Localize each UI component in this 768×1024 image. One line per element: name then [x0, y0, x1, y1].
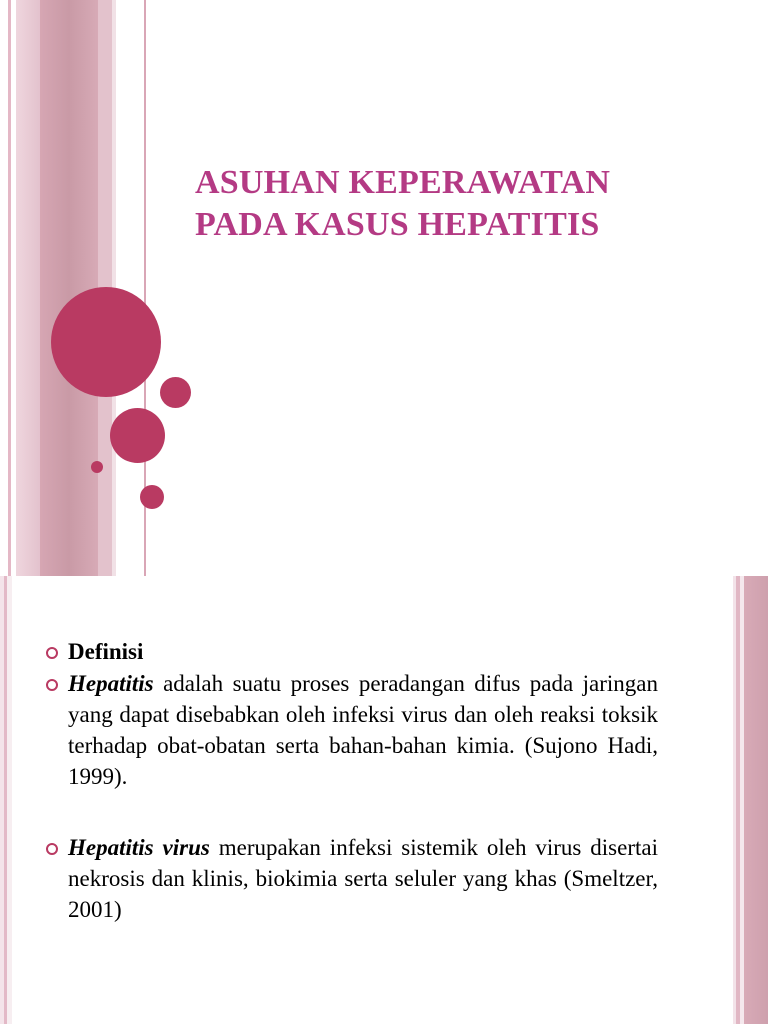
circle-bullet-icon — [46, 647, 58, 659]
decorative-stripe — [744, 576, 768, 1024]
decorative-stripe — [16, 0, 40, 576]
decorative-circle-small — [160, 377, 191, 408]
circle-bullet-icon — [46, 843, 58, 855]
bullet-item-definisi — [46, 636, 658, 667]
bullet-list — [46, 636, 658, 925]
bullet-item-hepatitis — [46, 668, 658, 792]
decorative-circle-small — [140, 485, 164, 509]
decorative-circle-large — [51, 287, 161, 397]
slide-title-line-2: PADA KASUS HEPATITIS — [195, 206, 600, 243]
decorative-stripe — [0, 0, 8, 576]
bullet-text: adalah suatu proses peradangan difus pada jaringan yang dapat disebabkan oleh infeksi virus dan oleh reaksi toksik terhadap obat-obatan serta bahan-bahan kimia. (Sujono Hadi, 1999). — [68, 671, 658, 789]
circle-bullet-icon — [46, 679, 58, 691]
slide-title — [195, 162, 715, 246]
content-slide — [0, 576, 768, 1024]
bullet-text: merupakan infeksi sistemik oleh virus disertai nekrosis dan klinis, biokimia serta seluler yang khas (Smeltzer, 2001) — [68, 835, 658, 922]
decorative-circle-tiny — [91, 461, 103, 473]
slide-title-line-1: ASUHAN KEPERAWATAN — [195, 164, 611, 201]
bullet-term: Hepatitis — [68, 671, 154, 696]
bullet-term: Hepatitis virus — [68, 835, 210, 860]
decorative-stripe — [40, 0, 98, 576]
bullet-item-hepatitis-virus — [46, 832, 658, 925]
decorative-stripe — [7, 576, 12, 1024]
decorative-circle-medium — [110, 408, 165, 463]
bullet-label: Definisi — [68, 639, 144, 664]
